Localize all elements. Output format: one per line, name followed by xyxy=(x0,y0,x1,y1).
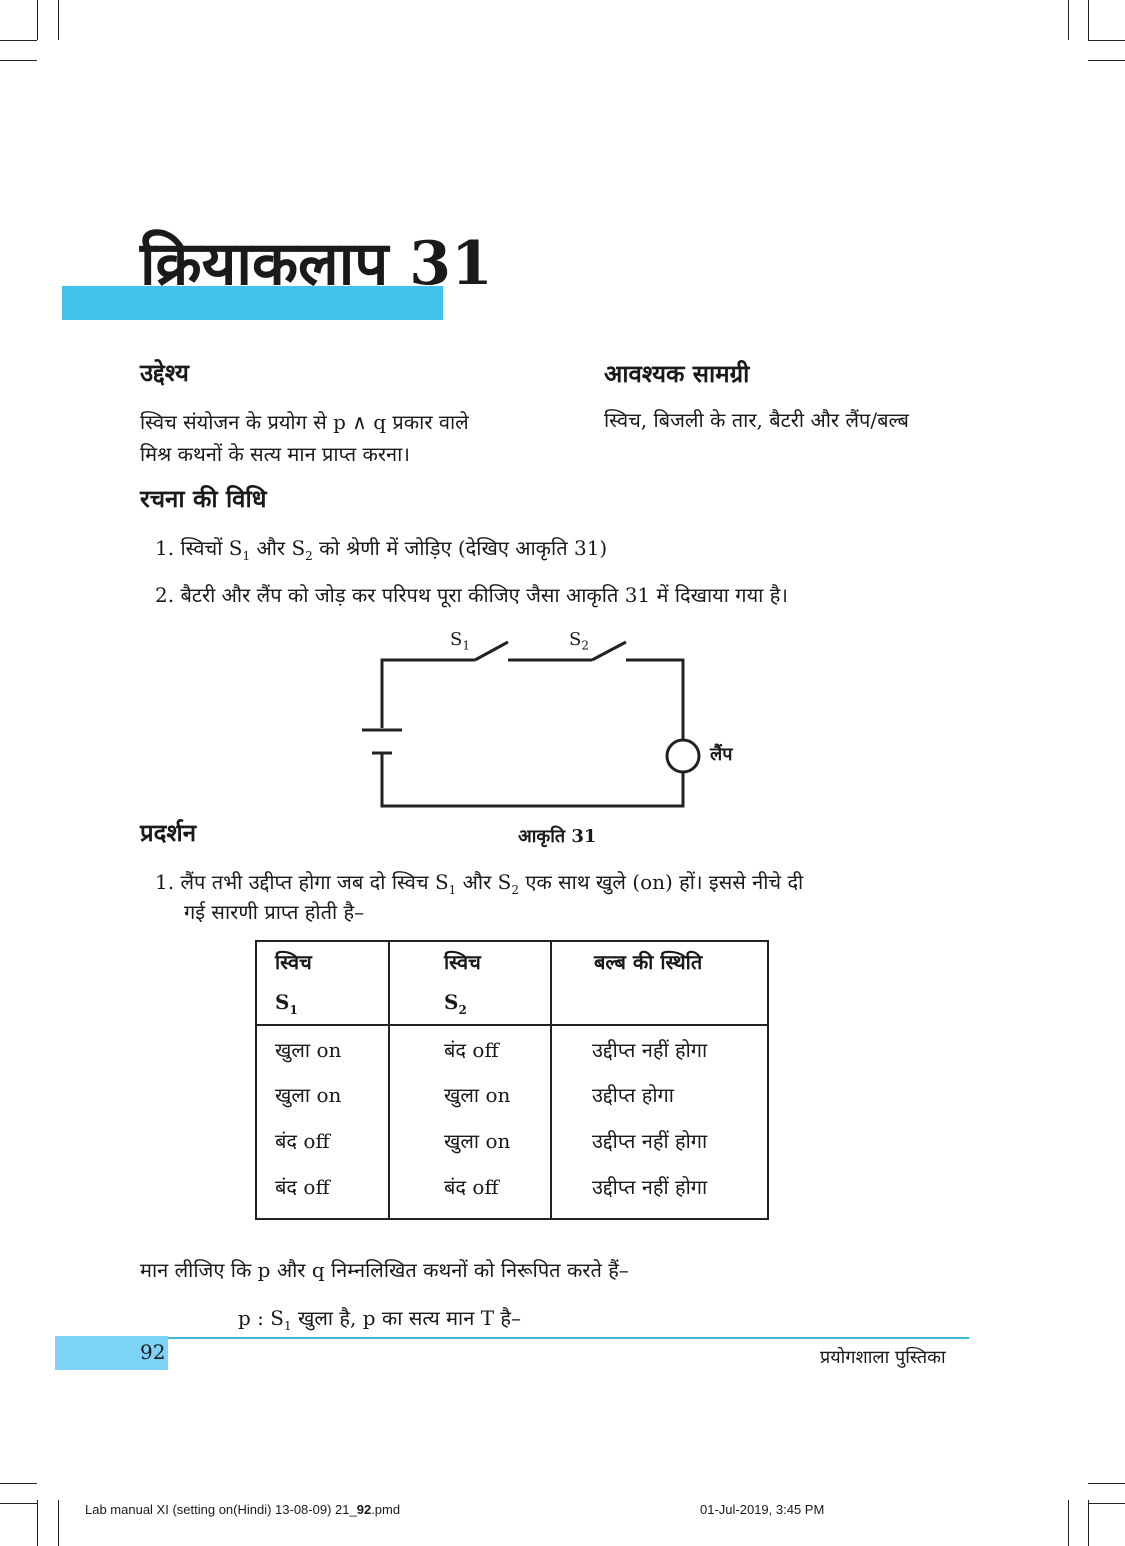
print-slug-file: Lab manual XI (setting on(Hindi) 13-08-09) 21_92.pmd xyxy=(85,1502,401,1517)
wire-left-top xyxy=(382,660,475,728)
crop-mark xyxy=(58,0,59,40)
switch-s1-blade xyxy=(475,642,508,660)
print-slug-timestamp: 01-Jul-2019, 3:45 PM xyxy=(700,1502,825,1517)
objective-text xyxy=(140,406,560,470)
table-row xyxy=(256,1071,768,1117)
table-cell: उद्दीप्त होगा xyxy=(551,1071,768,1117)
crop-mark xyxy=(0,1503,37,1504)
table-cell: खुला on xyxy=(256,1025,389,1071)
table-cell: खुला on xyxy=(389,1071,551,1117)
table-cell: खुला on xyxy=(389,1117,551,1163)
table-header: स्विच xyxy=(389,941,551,988)
objective-line-1: स्विच संयोजन के प्रयोग से p ∧ q प्रकार वाले xyxy=(140,410,469,434)
crop-mark xyxy=(1088,40,1125,41)
table-subheader: $S_2$ xyxy=(389,988,551,1025)
statement-line-2: p : $S_1$ खुला है, p का सत्य मान T है– xyxy=(238,1306,522,1333)
crop-mark xyxy=(0,40,37,41)
table-cell: बंद off xyxy=(256,1163,389,1219)
table-cell: बंद off xyxy=(389,1163,551,1219)
page-number: 92 xyxy=(140,1340,166,1364)
crop-mark xyxy=(37,1500,38,1546)
table-cell: उद्दीप्त नहीं होगा xyxy=(551,1163,768,1219)
crop-mark xyxy=(37,0,38,40)
table-cell: उद्दीप्त नहीं होगा xyxy=(551,1025,768,1071)
book-title: प्रयोगशाला पुस्तिका xyxy=(820,1347,946,1368)
lamp-circle xyxy=(667,740,699,772)
truth-table xyxy=(255,940,769,1220)
table-subheader: $S_1$ xyxy=(256,988,389,1025)
crop-mark xyxy=(0,60,37,61)
table-row xyxy=(256,1163,768,1219)
circuit-diagram xyxy=(350,628,770,818)
statement-line-1: मान लीजिए कि p और q निम्नलिखित कथनों को निरूपित करते हैं– xyxy=(140,1258,629,1282)
materials-text: स्विच, बिजली के तार, बैटरी और लैंप/बल्ब xyxy=(604,408,909,432)
lamp-label: लैंप xyxy=(710,744,733,765)
table-row xyxy=(256,1117,768,1163)
construction-step-1: 1. स्विचों $S_1$ और $S_2$ को श्रेणी में जोड़िए (देखिए आकृति 31) xyxy=(155,536,608,563)
crop-mark xyxy=(0,1483,37,1484)
switch-s1-label: $S_1$ xyxy=(450,629,470,653)
crop-mark xyxy=(1088,1500,1089,1546)
table-subheader xyxy=(551,988,768,1025)
objective-heading: उद्देश्य xyxy=(140,358,189,387)
construction-heading: रचना की विधि xyxy=(140,484,267,513)
crop-mark xyxy=(1088,1503,1125,1504)
wire-bottom xyxy=(382,753,683,806)
table-cell: बंद off xyxy=(389,1025,551,1071)
crop-mark xyxy=(1068,1500,1069,1546)
table-header: स्विच xyxy=(256,941,389,988)
table-header: बल्ब की स्थिति xyxy=(551,941,768,988)
objective-line-2: मिश्र कथनों के सत्य मान प्राप्त करना। xyxy=(140,442,410,466)
page-title: क्रियाकलाप 31 xyxy=(140,229,493,299)
crop-mark xyxy=(1088,0,1089,40)
table-cell: बंद off xyxy=(256,1117,389,1163)
figure-caption: आकृति 31 xyxy=(518,826,597,847)
switch-s2-blade xyxy=(592,642,626,660)
crop-mark xyxy=(1068,0,1069,40)
demonstration-heading: प्रदर्शन xyxy=(140,818,197,847)
table-row xyxy=(256,1025,768,1071)
construction-step-2: 2. बैटरी और लैंप को जोड़ कर परिपथ पूरा कीजिए जैसा आकृति 31 में दिखाया गया है। xyxy=(155,583,788,607)
wire-right xyxy=(626,660,683,739)
demonstration-line-2: गई सारणी प्राप्त होती है– xyxy=(184,900,365,924)
crop-mark xyxy=(58,1500,59,1546)
table-subheader-row xyxy=(256,988,768,1025)
footer-rule xyxy=(168,1337,969,1339)
crop-mark xyxy=(1088,60,1125,61)
table-cell: उद्दीप्त नहीं होगा xyxy=(551,1117,768,1163)
table-cell: खुला on xyxy=(256,1071,389,1117)
table-header-row xyxy=(256,941,768,988)
demonstration-line-1: 1. लैंप तभी उद्दीप्त होगा जब दो स्विच $S_1$ और $S_2$ एक साथ खुले (on) हों। इससे नीचे दी xyxy=(155,870,804,897)
materials-heading: आवश्यक सामग्री xyxy=(604,359,750,388)
crop-mark xyxy=(1088,1483,1125,1484)
switch-s2-label: $S_2$ xyxy=(569,629,589,653)
